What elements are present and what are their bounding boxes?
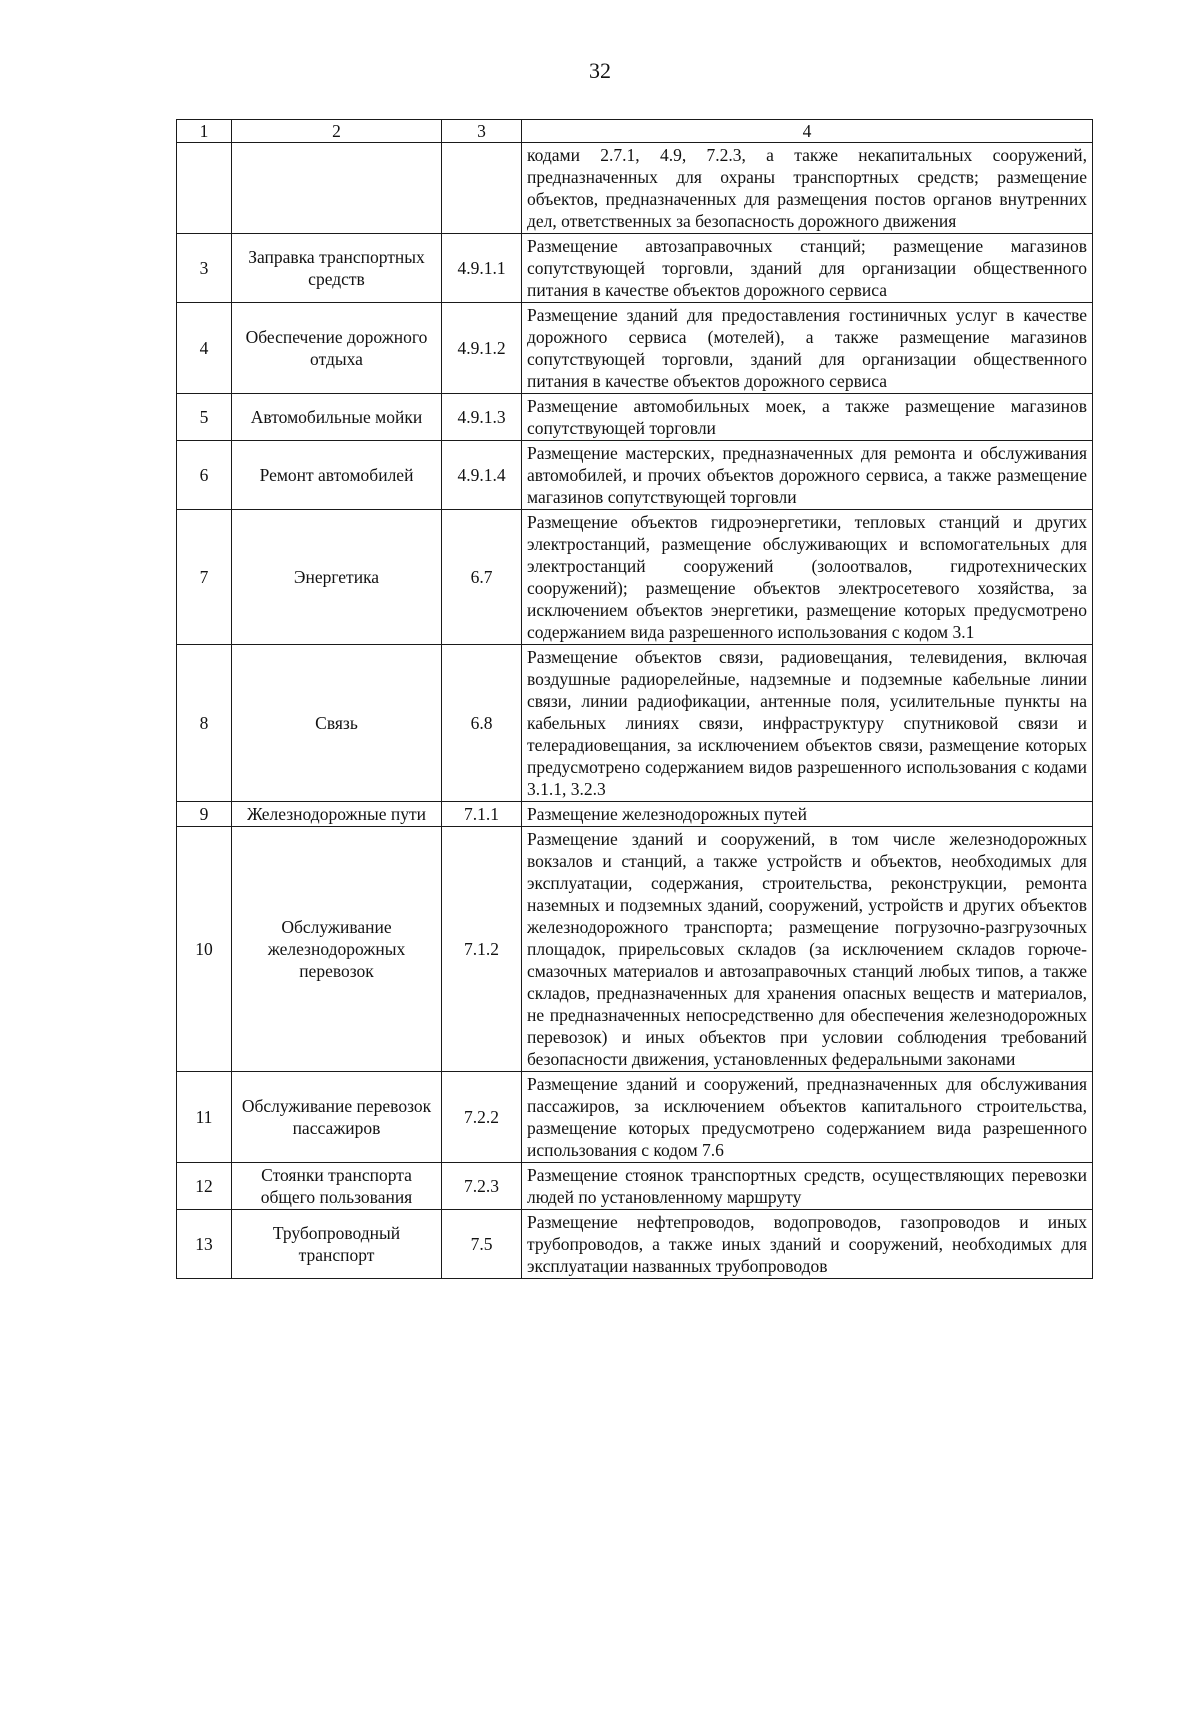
use-code: 6.8 (442, 645, 522, 802)
use-description: Размещение железнодорожных путей (522, 802, 1093, 827)
row-number: 8 (177, 645, 232, 802)
table-row (177, 802, 1093, 827)
row-number: 9 (177, 802, 232, 827)
table-row (177, 1163, 1093, 1210)
use-description: Размещение зданий и сооружений, предназначенных для обслуживания пассажиров, за исключением объектов капитального строительства, размещение которых предусмотрено содержанием вида разрешенного использования с кодом 7.6 (522, 1072, 1093, 1163)
use-name: Железнодорожные пути (232, 802, 442, 827)
table-row (177, 441, 1093, 510)
use-description: кодами 2.7.1, 4.9, 7.2.3, а также некапитальных сооружений, предназначенных для охраны транспортных средств; размещение объектов, предназначенных для размещения постов органов внутренних дел, ответственных за безопасность дорожного движения (522, 143, 1093, 234)
table-header-row (177, 120, 1093, 143)
land-use-table (176, 119, 1093, 1279)
use-name: Обслуживание железнодорожных перевозок (232, 827, 442, 1072)
row-number: 6 (177, 441, 232, 510)
table-row (177, 1072, 1093, 1163)
column-header-2: 2 (232, 120, 442, 143)
row-number: 11 (177, 1072, 232, 1163)
row-number: 4 (177, 303, 232, 394)
use-name: Трубопроводный транспорт (232, 1210, 442, 1279)
use-code (442, 143, 522, 234)
use-code: 6.7 (442, 510, 522, 645)
use-name: Обеспечение дорожного отдыха (232, 303, 442, 394)
row-number: 5 (177, 394, 232, 441)
use-name (232, 143, 442, 234)
use-name: Обслуживание перевозок пассажиров (232, 1072, 442, 1163)
use-code: 7.1.2 (442, 827, 522, 1072)
use-name: Связь (232, 645, 442, 802)
use-name: Стоянки транспорта общего пользования (232, 1163, 442, 1210)
use-description: Размещение зданий и сооружений, в том числе железнодорожных вокзалов и станций, а также устройств и объектов, необходимых для эксплуатации, содержания, строительства, реконструкции, ремонта наземных и подземных зданий, сооружений, устройств и других объектов железнодорожного транспорта; размещение погрузочно-разгрузочных площадок, прирельсовых складов (за исключением складов горюче-смазочных материалов и автозаправочных станций любых типов, а также складов, предназначенных для хранения опасных веществ и материалов, не предназначенных непосредственно для обеспечения железнодорожных перевозок) и иных объектов при условии соблюдения требований безопасности движения, установленных федеральными законами (522, 827, 1093, 1072)
row-number (177, 143, 232, 234)
use-code: 4.9.1.4 (442, 441, 522, 510)
use-description: Размещение зданий для предоставления гостиничных услуг в качестве дорожного сервиса (мотелей), а также размещение магазинов сопутствующей торговли, зданий для организации общественного питания в качестве объектов дорожного сервиса (522, 303, 1093, 394)
use-description: Размещение объектов гидроэнергетики, тепловых станций и других электростанций, размещение обслуживающих и вспомогательных для электростанций сооружений (золоотвалов, гидротехнических сооружений); размещение объектов электросетевого хозяйства, за исключением объектов энергетики, размещение которых предусмотрено содержанием вида разрешенного использования с кодом 3.1 (522, 510, 1093, 645)
use-description: Размещение мастерских, предназначенных для ремонта и обслуживания автомобилей, и прочих объектов дорожного сервиса, а также размещение магазинов сопутствующей торговли (522, 441, 1093, 510)
use-code: 7.2.2 (442, 1072, 522, 1163)
table-row (177, 143, 1093, 234)
table-row (177, 510, 1093, 645)
use-code: 7.1.1 (442, 802, 522, 827)
column-header-1: 1 (177, 120, 232, 143)
table-row (177, 645, 1093, 802)
use-name: Автомобильные мойки (232, 394, 442, 441)
row-number: 13 (177, 1210, 232, 1279)
use-description: Размещение автозаправочных станций; размещение магазинов сопутствующей торговли, зданий для организации общественного питания в качестве объектов дорожного сервиса (522, 234, 1093, 303)
use-name: Заправка транспортных средств (232, 234, 442, 303)
use-description: Размещение нефтепроводов, водопроводов, газопроводов и иных трубопроводов, а также иных зданий и сооружений, необходимых для эксплуатации названных трубопроводов (522, 1210, 1093, 1279)
column-header-3: 3 (442, 120, 522, 143)
use-code: 7.5 (442, 1210, 522, 1279)
row-number: 10 (177, 827, 232, 1072)
use-description: Размещение автомобильных моек, а также размещение магазинов сопутствующей торговли (522, 394, 1093, 441)
row-number: 7 (177, 510, 232, 645)
use-code: 4.9.1.1 (442, 234, 522, 303)
use-description: Размещение стоянок транспортных средств, осуществляющих перевозки людей по установленному маршруту (522, 1163, 1093, 1210)
page-number: 32 (589, 58, 611, 83)
table-row (177, 394, 1093, 441)
row-number: 12 (177, 1163, 232, 1210)
table-row (177, 234, 1093, 303)
use-name: Энергетика (232, 510, 442, 645)
use-description: Размещение объектов связи, радиовещания, телевидения, включая воздушные радиорелейные, надземные и подземные кабельные линии связи, линии радиофикации, антенные поля, усилительные пункты на кабельных линиях связи, инфраструктуру спутниковой связи и телерадиовещания, за исключением объектов связи, размещение которых предусмотрено содержанием видов разрешенного использования с кодами 3.1.1, 3.2.3 (522, 645, 1093, 802)
use-code: 7.2.3 (442, 1163, 522, 1210)
use-name: Ремонт автомобилей (232, 441, 442, 510)
table-row (177, 827, 1093, 1072)
use-code: 4.9.1.3 (442, 394, 522, 441)
row-number: 3 (177, 234, 232, 303)
table-row (177, 303, 1093, 394)
column-header-4: 4 (522, 120, 1093, 143)
use-code: 4.9.1.2 (442, 303, 522, 394)
table-row (177, 1210, 1093, 1279)
